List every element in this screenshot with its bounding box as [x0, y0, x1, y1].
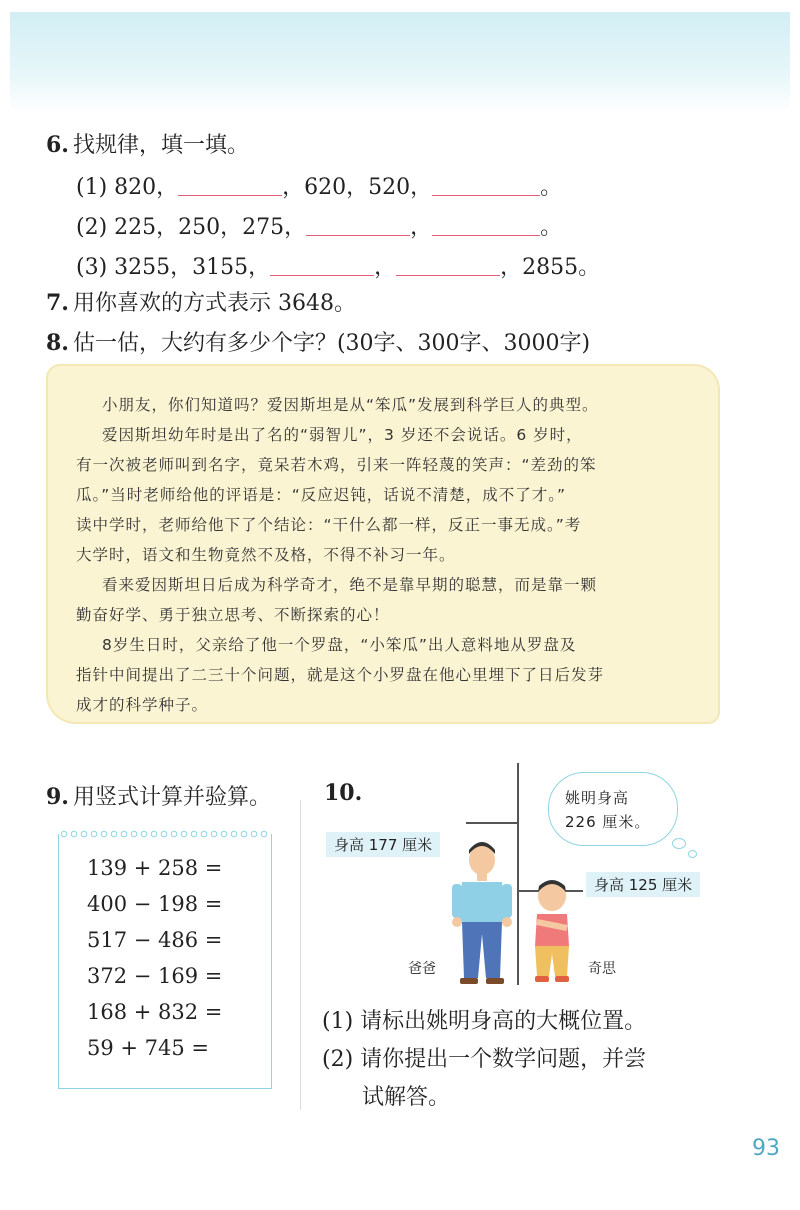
calc-item: 139 + 258 =: [87, 856, 223, 880]
dad-figure: [446, 836, 518, 986]
story-line: 瓜。”当时老师给他的评语是：“反应迟钝，话说不清楚，成不了才。”: [76, 486, 567, 504]
calc-item: 168 + 832 =: [87, 1000, 223, 1024]
story-line: 爱因斯坦幼年时是出了名的“弱智儿”，3 岁还不会说话。6 岁时，: [102, 426, 583, 444]
q10-sub1: (1) 请标出姚明身高的大概位置。: [322, 1009, 647, 1034]
q8: 8. 估一估，大约有多少个字？(30字、300字、3000字): [46, 330, 591, 356]
q10-number: 10.: [324, 780, 363, 806]
calc-item: 400 − 198 =: [87, 892, 223, 916]
q6-line-2: (2) 225，250，275， ， 。: [76, 215, 563, 240]
answer-blank[interactable]: [396, 253, 500, 276]
height-tick-dad: [466, 822, 518, 824]
q7: 7. 用你喜欢的方式表示 3648。: [46, 290, 356, 316]
q6-line-1: (1) 820， ，620，520， 。: [76, 175, 563, 200]
story-line: 小朋友，你们知道吗？爱因斯坦是从“笨瓜”发展到科学巨人的典型。: [102, 396, 599, 414]
qisi-caption: 奇思: [588, 961, 616, 977]
calculation-notepad: [58, 834, 272, 1089]
story-line: 有一次被老师叫到名字，竟呆若木鸡，引来一阵轻蔑的笑声：“差劲的笨: [76, 456, 597, 474]
dad-caption: 爸爸: [408, 961, 436, 977]
calc-item: 517 − 486 =: [87, 928, 223, 952]
q9-title: 9. 用竖式计算并验算。: [46, 784, 271, 810]
answer-blank[interactable]: [306, 213, 410, 236]
q10-sub2-cont: 试解答。: [362, 1085, 451, 1110]
thought-bubble: 姚明身高 226 厘米。: [548, 772, 678, 846]
page-number: 93: [752, 1136, 780, 1161]
q6-title: 6. 找规律，填一填。: [46, 132, 249, 158]
calc-item: 59 + 745 =: [87, 1036, 210, 1060]
qisi-height-label: 身高 125 厘米: [586, 872, 700, 897]
story-box: [46, 364, 720, 724]
answer-blank[interactable]: [432, 173, 540, 196]
q10-sub2: (2) 请你提出一个数学问题，并尝: [322, 1047, 647, 1072]
story-line: 成才的科学种子。: [76, 696, 209, 714]
story-line: 看来爱因斯坦日后成为科学奇才，绝不是靠早期的聪慧，而是靠一颗: [102, 576, 598, 594]
notepad-spiral: [58, 826, 270, 842]
story-line: 指针中间提出了二三十个问题，就是这个小罗盘在他心里埋下了日后发芽: [76, 666, 605, 684]
bubble-dot: [688, 850, 697, 858]
story-line: 读中学时，老师给他下了个结论：“干什么都一样，反正一事无成。”考: [76, 516, 582, 534]
calc-item: 372 − 169 =: [87, 964, 223, 988]
story-line: 勤奋好学、勇于独立思考、不断探索的心！: [76, 606, 390, 624]
qisi-figure: [527, 876, 577, 984]
dad-height-label: 身高 177 厘米: [326, 832, 440, 857]
story-line: 8岁生日时，父亲给了他一个罗盘，“小笨瓜”出人意料地从罗盘及: [102, 636, 577, 654]
story-line: 大学时，语文和生物竟然不及格，不得不补习一年。: [76, 546, 456, 564]
answer-blank[interactable]: [270, 253, 374, 276]
answer-blank[interactable]: [432, 213, 540, 236]
column-divider: [300, 800, 301, 1110]
bubble-dot: [672, 838, 686, 849]
answer-blank[interactable]: [178, 173, 282, 196]
header-band: [10, 12, 790, 112]
q6-line-3: (3) 3255，3155， ， ，2855。: [76, 255, 601, 280]
